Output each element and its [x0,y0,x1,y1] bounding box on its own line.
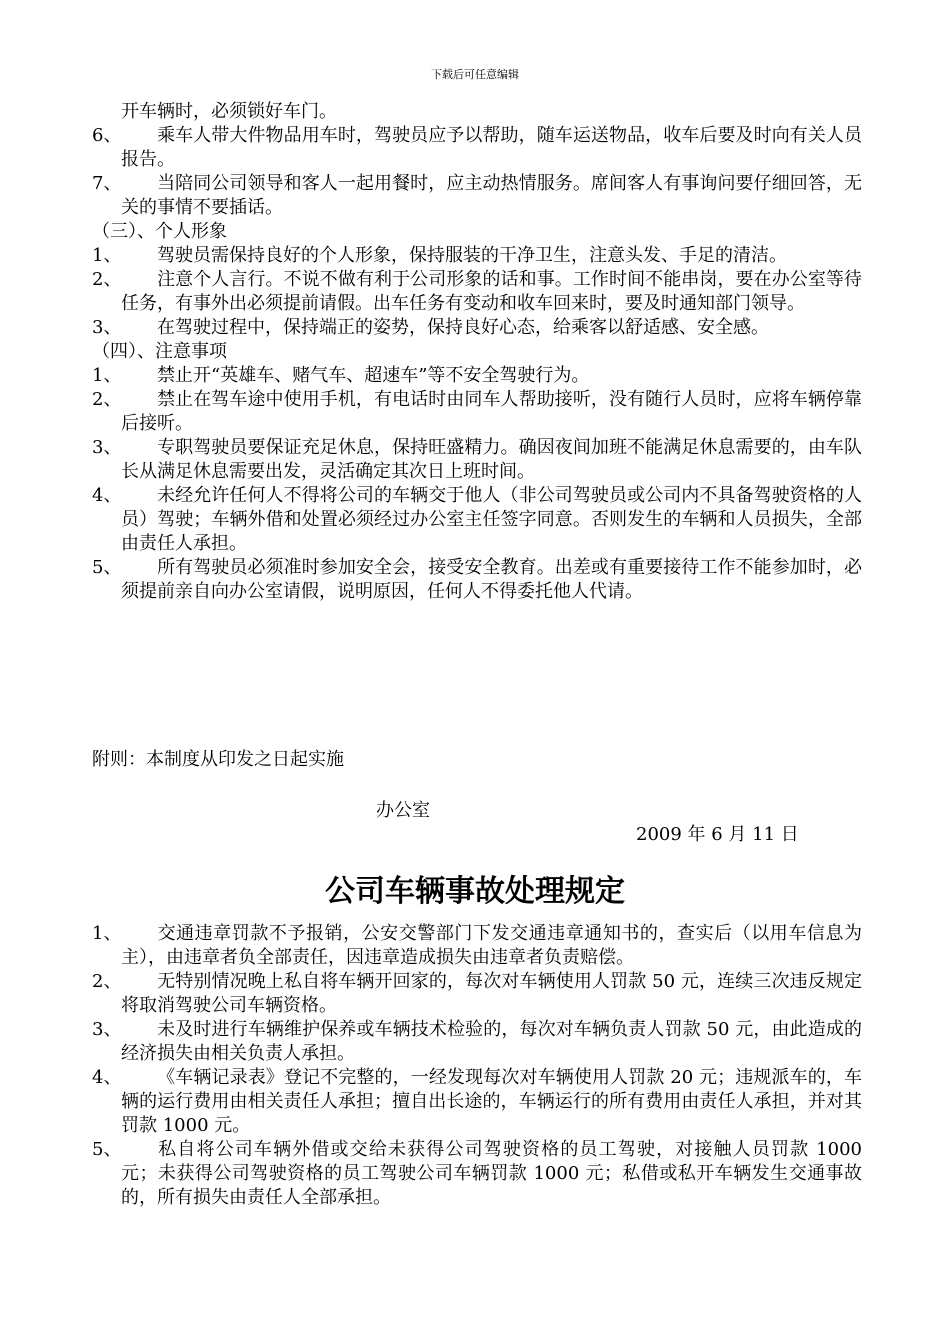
item-number: 7、 [92,173,122,194]
issue-date: 2009 年 6 月 11 日 [636,824,799,845]
issuing-office: 办公室 [376,800,430,821]
item-number: 2、 [92,971,122,992]
item-text: 所有驾驶员必须准时参加安全会，接受安全教育。出差或有重要接待工作不能参加时，必须提前亲自向办公室请假，说明原因，任何人不得委托他人代请。 [121,557,862,602]
item-text: 当陪同公司领导和客人一起用餐时，应主动热情服务。席间客人有事询问要仔细回答，无关的事情不要插话。 [121,173,862,218]
list-item [92,1018,862,1066]
accident-rules [92,922,862,1210]
item-text: 禁止在驾车途中使用手机，有电话时由同车人帮助接听，没有随行人员时，应将车辆停靠后接听。 [121,389,862,434]
item-number: 1、 [92,245,122,266]
item-text: 乘车人带大件物品用车时，驾驶员应予以帮助，随车运送物品，收车后要及时向有关人员报告。 [121,125,862,170]
item-text: 交通违章罚款不予报销，公安交警部门下发交通违章通知书的，查实后（以用车信息为主），由违章者负全部责任，因违章造成损失由违章者负责赔偿。 [121,923,862,968]
item-number: 3、 [92,437,122,458]
item-text: 私自将公司车辆外借或交给未获得公司驾驶资格的员工驾驶，对接触人员罚款 1000 元；未获得公司驾驶资格的员工驾驶公司车辆罚款 1000 元；私借或私开车辆发生交通事故的，所有损失由责任人全部承担。 [121,1139,862,1208]
item-text: 驾驶员需保持良好的个人形象，保持服装的干净卫生，注意头发、手足的清洁。 [157,245,787,266]
list-item [92,388,862,436]
item-number: 1、 [92,923,122,944]
section-heading-personal-image: （三）、个人形象 [92,221,227,242]
list-item [92,244,862,268]
item-number: 3、 [92,1019,122,1040]
item-number: 5、 [92,1139,122,1160]
item-text: 未及时进行车辆维护保养或车辆技术检验的，每次对车辆负责人罚款 50 元，由此造成的经济损失由相关负责人承担。 [121,1019,862,1064]
list-item [92,556,862,604]
list-item [92,124,862,172]
list-item [92,484,862,556]
rules-continued [92,100,862,604]
list-item [92,1066,862,1138]
item-number: 5、 [92,557,122,578]
item-number: 2、 [92,389,122,410]
item-text: 专职驾驶员要保证充足休息，保持旺盛精力。确因夜间加班不能满足休息需要的，由车队长从满足休息需要出发，灵活确定其次日上班时间。 [121,437,862,482]
item-text: 未经允许任何人不得将公司的车辆交于他人（非公司驾驶员或公司内不具备驾驶资格的人员）驾驶；车辆外借和处置必须经过办公室主任签字同意。否则发生的车辆和人员损失，全部由责任人承担。 [121,485,862,554]
list-item [92,1138,862,1210]
section-heading-notes: （四）、注意事项 [92,341,227,362]
list-item [92,316,862,340]
item-number: 6、 [92,125,122,146]
list-item [92,970,862,1018]
item-text: 注意个人言行。不说不做有利于公司形象的话和事。工作时间不能串岗，要在办公室等待任务，有事外出必须提前请假。出车任务有变动和收车回来时，要及时通知部门领导。 [121,269,862,314]
page-header-note: 下载后可任意编辑 [431,68,519,81]
item-number: 3、 [92,317,122,338]
list-item [92,268,862,316]
item-number: 4、 [92,485,122,506]
item-number: 1、 [92,365,122,386]
list-item [92,172,862,220]
document-title: 公司车辆事故处理规定 [325,874,625,909]
item-text: 《车辆记录表》登记不完整的，一经发现每次对车辆使用人罚款 20 元；违规派车的，车辆的运行费用由相关责任人承担；擅自出长途的，车辆运行的所有费用由责任人承担，并对其罚款 1000 元。 [121,1067,862,1136]
item-number: 4、 [92,1067,122,1088]
carry-over-line: 开车辆时，必须锁好车门。 [121,101,337,122]
item-text: 无特别情况晚上私自将车辆开回家的，每次对车辆使用人罚款 50 元，连续三次违反规定将取消驾驶公司车辆资格。 [121,971,862,1016]
list-item [92,364,862,388]
list-item [92,436,862,484]
item-text: 在驾驶过程中，保持端正的姿势，保持良好心态，给乘客以舒适感、安全感。 [157,317,769,338]
list-item [92,922,862,970]
appendix-note: 附则：本制度从印发之日起实施 [92,749,344,770]
item-text: 禁止开“英雄车、赌气车、超速车”等不安全驾驶行为。 [157,365,590,386]
item-number: 2、 [92,269,122,290]
